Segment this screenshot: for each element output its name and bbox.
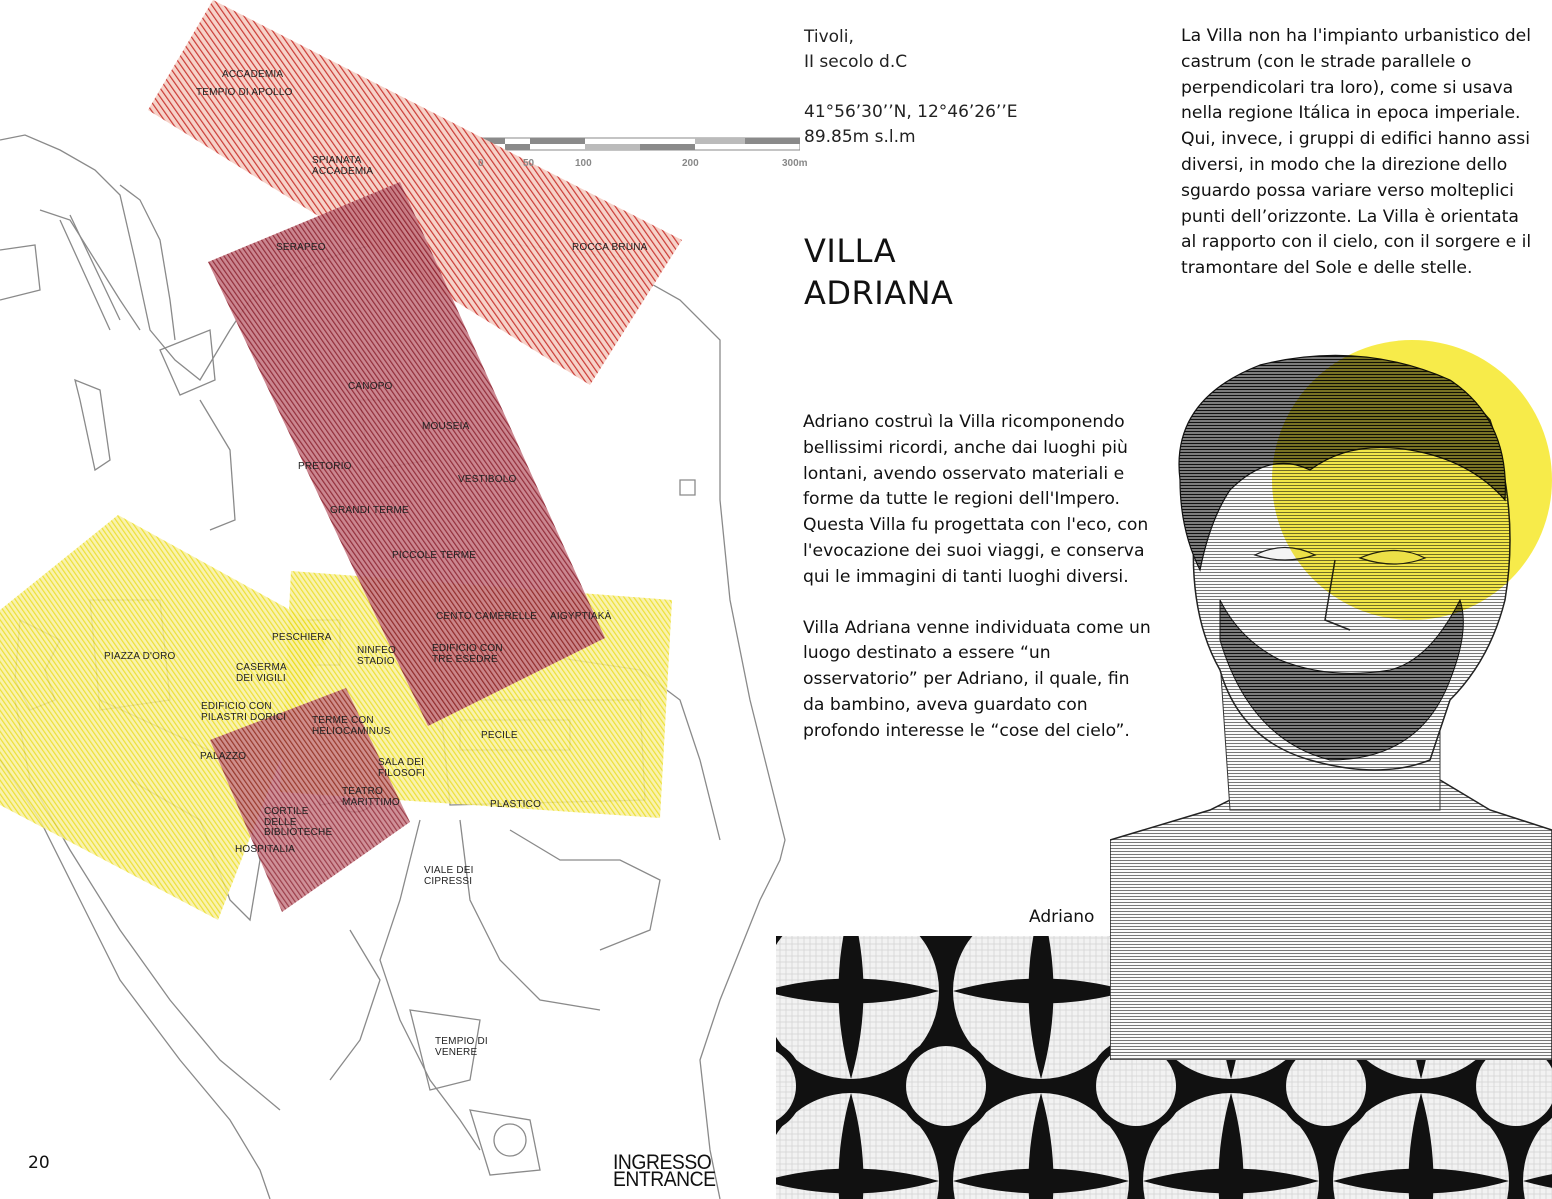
map-label-terme-eliocamino: TERME CON HELIOCAMINUS (312, 715, 391, 737)
intro-paragraph: La Villa non ha l'impianto urbanistico del castrum (con le strade parallele o perpendicolari tra loro), come si usava nella regione Itálica in epoca imperiale. Qui, invece, i gruppi di edifici hanno assi diversi, in modo che la direzione dello sguardo possa variare verso molteplici punti dell’orizzonte. La Villa è orientata al rapporto con il cielo, con il sorgere e il tramontare del Sole e delle stelle. (1181, 26, 1532, 279)
entrance-label (613, 1151, 716, 1191)
location-block (804, 25, 1017, 150)
sun-circle (1272, 340, 1552, 620)
map-label-vestibolo: VESTIBOLO (458, 474, 517, 485)
scale-tick-100: 100 (575, 158, 592, 169)
map-label-teatro-marittimo: TEATRO MARITTIMO (342, 786, 400, 808)
map-label-tempio-venere: TEMPIO DI VENERE (435, 1036, 488, 1058)
map-label-edificio-pilastri: EDIFICIO CON PILASTRI DORICI (201, 701, 287, 723)
location-coordinates: 41°56’30’’N, 12°46’26’’E (804, 102, 1018, 122)
map-label-serapeo: SERAPEO (276, 242, 326, 253)
body-paragraph-1: Adriano costruì la Villa ricomponendo bellissimi ricordi, anche dai luoghi più lontani, avendo osservato materiali e forme da tutte le regioni dell'Impero. Questa Villa fu progettata con l'eco, con l'evocazione dei suoi viaggi, e conserva qui le immagini di tanti luoghi diversi. (803, 412, 1149, 587)
location-city: Tivoli, (804, 27, 854, 47)
map-label-piazza-oro: PIAZZA D'ORO (104, 651, 176, 662)
entrance-label-line-1: INGRESSO (613, 1151, 712, 1174)
scale-tick-0: 0 (478, 158, 484, 169)
entrance-label-line-2: ENTRANCE (613, 1168, 716, 1191)
map-label-pecile: PECILE (481, 730, 518, 741)
map-label-spianata: SPIANATA ACCADEMIA (312, 155, 374, 177)
map-label-mouseia: MOUSEIA (422, 421, 470, 432)
map-label-ninfeo-stadio: NINFEO STADIO (357, 645, 396, 667)
scale-tick-50: 50 (523, 158, 535, 169)
location-century: II secolo d.C (804, 52, 908, 72)
body-text (803, 410, 1155, 745)
page-title (804, 230, 953, 314)
map-label-hospitalia: HOSPITALIA (235, 844, 296, 855)
scale-tick-200: 200 (682, 158, 699, 169)
map-label-grandi-terme: GRANDI TERME (330, 505, 409, 516)
map-label-cento-camerelle: CENTO CAMERELLE (436, 611, 538, 622)
map-label-accademia: ACCADEMIA (222, 69, 284, 80)
map-label-edificio-tre-esedre: EDIFICIO CON TRE ESEDRE (432, 643, 503, 665)
title-line-2: ADRIANA (804, 274, 954, 312)
map-label-plastico: PLASTICO (490, 799, 542, 810)
map-label-peschiera: PESCHIERA (272, 632, 332, 643)
map-label-viale-cipressi: VIALE DEI CIPRESSI (424, 865, 474, 887)
title-line-1: VILLA (804, 232, 897, 270)
location-altitude: 89.85m s.l.m (804, 127, 916, 147)
hadrian-bust (1110, 340, 1552, 1060)
scale-tick-300m: 300m (782, 158, 808, 169)
map-label-palazzo: PALAZZO (200, 751, 247, 762)
map-label-sala-filosofi: SALA DEI FILOSOFI (378, 757, 426, 779)
body-paragraph-2: Villa Adriana venne individuata come un luogo destinato a essere “un osservatorio” per Adriano, il quale, fin da bambino, aveva guardato con profondo interesse le “cose del cielo”. (803, 617, 1151, 741)
map-label-aigyptiaka: AIGYPTIAKÀ (550, 611, 612, 622)
map-label-caserma-vigili: CASERMA DEI VIGILI (236, 662, 287, 684)
map-label-piccole-terme: PICCOLE TERME (392, 550, 477, 561)
bust-chest (1110, 780, 1552, 1060)
map-label-tempio-apollo: TEMPIO DI APOLLO (196, 87, 293, 98)
portrait-caption: Adriano (1029, 907, 1095, 927)
page-number: 20 (28, 1153, 50, 1173)
map-label-rocca-bruna: ROCCA BRUNA (572, 242, 648, 253)
map-label-cortile-biblioteche: CORTILE DELLE BIBLIOTECHE (264, 806, 333, 838)
scale-bar (480, 138, 800, 150)
map-label-pretorio: PRETORIO (298, 461, 352, 472)
map-label-canopo: CANOPO (348, 381, 393, 392)
